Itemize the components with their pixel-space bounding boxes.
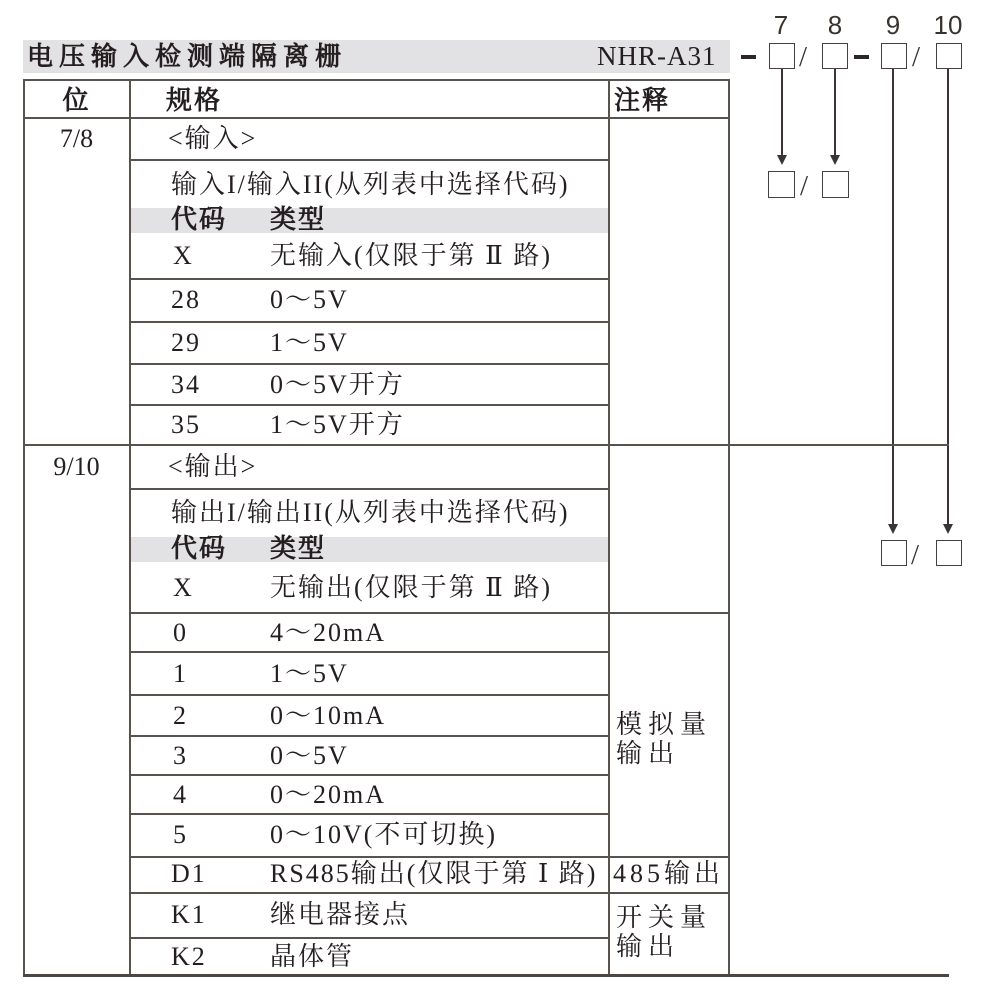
slash-separator: / [911, 539, 920, 571]
code-header-type: 类型 [270, 205, 327, 234]
column-divider-note [608, 79, 610, 976]
section-divider [23, 444, 949, 446]
option-type: 0～5V [270, 741, 349, 770]
option-code: 5 [173, 820, 188, 849]
dash-separator [854, 55, 869, 59]
code-box-8 [822, 43, 848, 69]
arrowhead-7 [777, 155, 787, 165]
code-header-type: 类型 [270, 534, 327, 563]
row-divider [129, 488, 609, 490]
code-digit-8: 8 [827, 10, 843, 40]
option-type: 0～10mA [270, 701, 387, 730]
option-type: RS485输出(仅限于第 Ⅰ 路) [270, 859, 598, 888]
row-divider [129, 694, 609, 696]
row-divider [129, 612, 728, 614]
input2-select-box [822, 171, 849, 198]
option-type: 1～5V [270, 659, 349, 688]
row-divider [129, 774, 609, 776]
code-box-7 [769, 43, 795, 69]
option-code: X [173, 241, 194, 270]
option-type: 晶体管 [270, 942, 355, 971]
option-code: 0 [173, 618, 188, 647]
option-code: 34 [171, 370, 201, 399]
row-divider [129, 363, 609, 365]
leader-line-10 [947, 69, 949, 524]
option-code: 2 [173, 701, 188, 730]
input1-select-box [768, 171, 795, 198]
note-line: 输出 [616, 739, 681, 768]
option-type: 无输出(仅限于第 Ⅱ 路) [270, 573, 552, 602]
code-digit-9: 9 [885, 10, 901, 40]
note-line: 模拟量 [616, 710, 713, 739]
option-type: 0～5V开方 [270, 370, 405, 399]
option-type: 0～20mA [270, 780, 387, 809]
option-code: 1 [173, 659, 188, 688]
option-type: 4～20mA [270, 618, 387, 647]
option-code: X [173, 573, 194, 602]
position-value: 7/8 [59, 124, 94, 153]
code-header-code: 代码 [171, 534, 228, 563]
code-digit-7: 7 [773, 10, 789, 40]
row-divider [129, 892, 728, 894]
option-type: 继电器接点 [270, 900, 411, 929]
code-box-10 [936, 43, 962, 69]
leader-line-8 [834, 69, 836, 155]
code-header-code: 代码 [171, 205, 228, 234]
table-border-right [728, 79, 730, 976]
row-divider [129, 278, 609, 280]
option-code: 29 [171, 328, 201, 357]
model-number: NHR-A31 [597, 41, 717, 71]
select-hint: 输入I/输入II(从列表中选择代码) [171, 170, 570, 199]
select-hint: 输出I/输出II(从列表中选择代码) [171, 498, 570, 527]
option-type: 0～5V [270, 285, 349, 314]
slash-separator: / [912, 41, 921, 73]
row-divider [129, 813, 609, 815]
output1-select-box [881, 540, 907, 566]
option-code: 3 [173, 741, 188, 770]
output2-select-box [936, 540, 962, 566]
option-code: 35 [171, 410, 201, 439]
group-label: <输出> [168, 452, 258, 481]
row-divider [129, 937, 609, 939]
note-analog-output [616, 710, 712, 768]
column-header-spec: 规格 [166, 86, 223, 115]
slash-separator: / [799, 41, 808, 73]
note-switch-output [616, 903, 712, 961]
table-border-left [23, 79, 25, 976]
option-type: 1～5V开方 [270, 410, 405, 439]
arrowhead-8 [830, 155, 840, 165]
note-line: 输出 [616, 932, 681, 961]
arrowhead-10 [943, 524, 953, 534]
table-border-top [23, 79, 729, 81]
page-title: 电压输入检测端隔离栅 [27, 42, 348, 71]
column-header-note: 注释 [614, 86, 671, 115]
option-code: D1 [171, 859, 207, 888]
position-value: 9/10 [53, 452, 100, 481]
option-code: 28 [171, 285, 201, 314]
option-type: 无输入(仅限于第 Ⅱ 路) [270, 241, 552, 270]
row-divider [129, 404, 609, 406]
code-box-9 [881, 43, 907, 69]
note-485-output: 485输出 [613, 859, 725, 888]
arrowhead-9 [888, 524, 898, 534]
option-code: K1 [171, 900, 207, 929]
dash-separator [741, 55, 756, 59]
leader-line-7 [781, 69, 783, 155]
header-divider [23, 117, 729, 119]
option-type: 1～5V [270, 328, 349, 357]
row-divider [129, 321, 609, 323]
option-code: 4 [173, 780, 188, 809]
option-code: K2 [171, 942, 207, 971]
column-header-position: 位 [62, 86, 91, 115]
option-type: 0～10V(不可切换) [270, 820, 498, 849]
group-label: <输入> [168, 124, 258, 153]
slash-separator: / [800, 170, 809, 202]
table-border-bottom [23, 974, 949, 977]
row-divider [129, 735, 609, 737]
code-digit-10: 10 [933, 10, 963, 40]
row-divider [129, 159, 609, 161]
row-divider [129, 651, 609, 653]
leader-line-9 [892, 69, 894, 524]
note-line: 开关量 [616, 903, 713, 932]
